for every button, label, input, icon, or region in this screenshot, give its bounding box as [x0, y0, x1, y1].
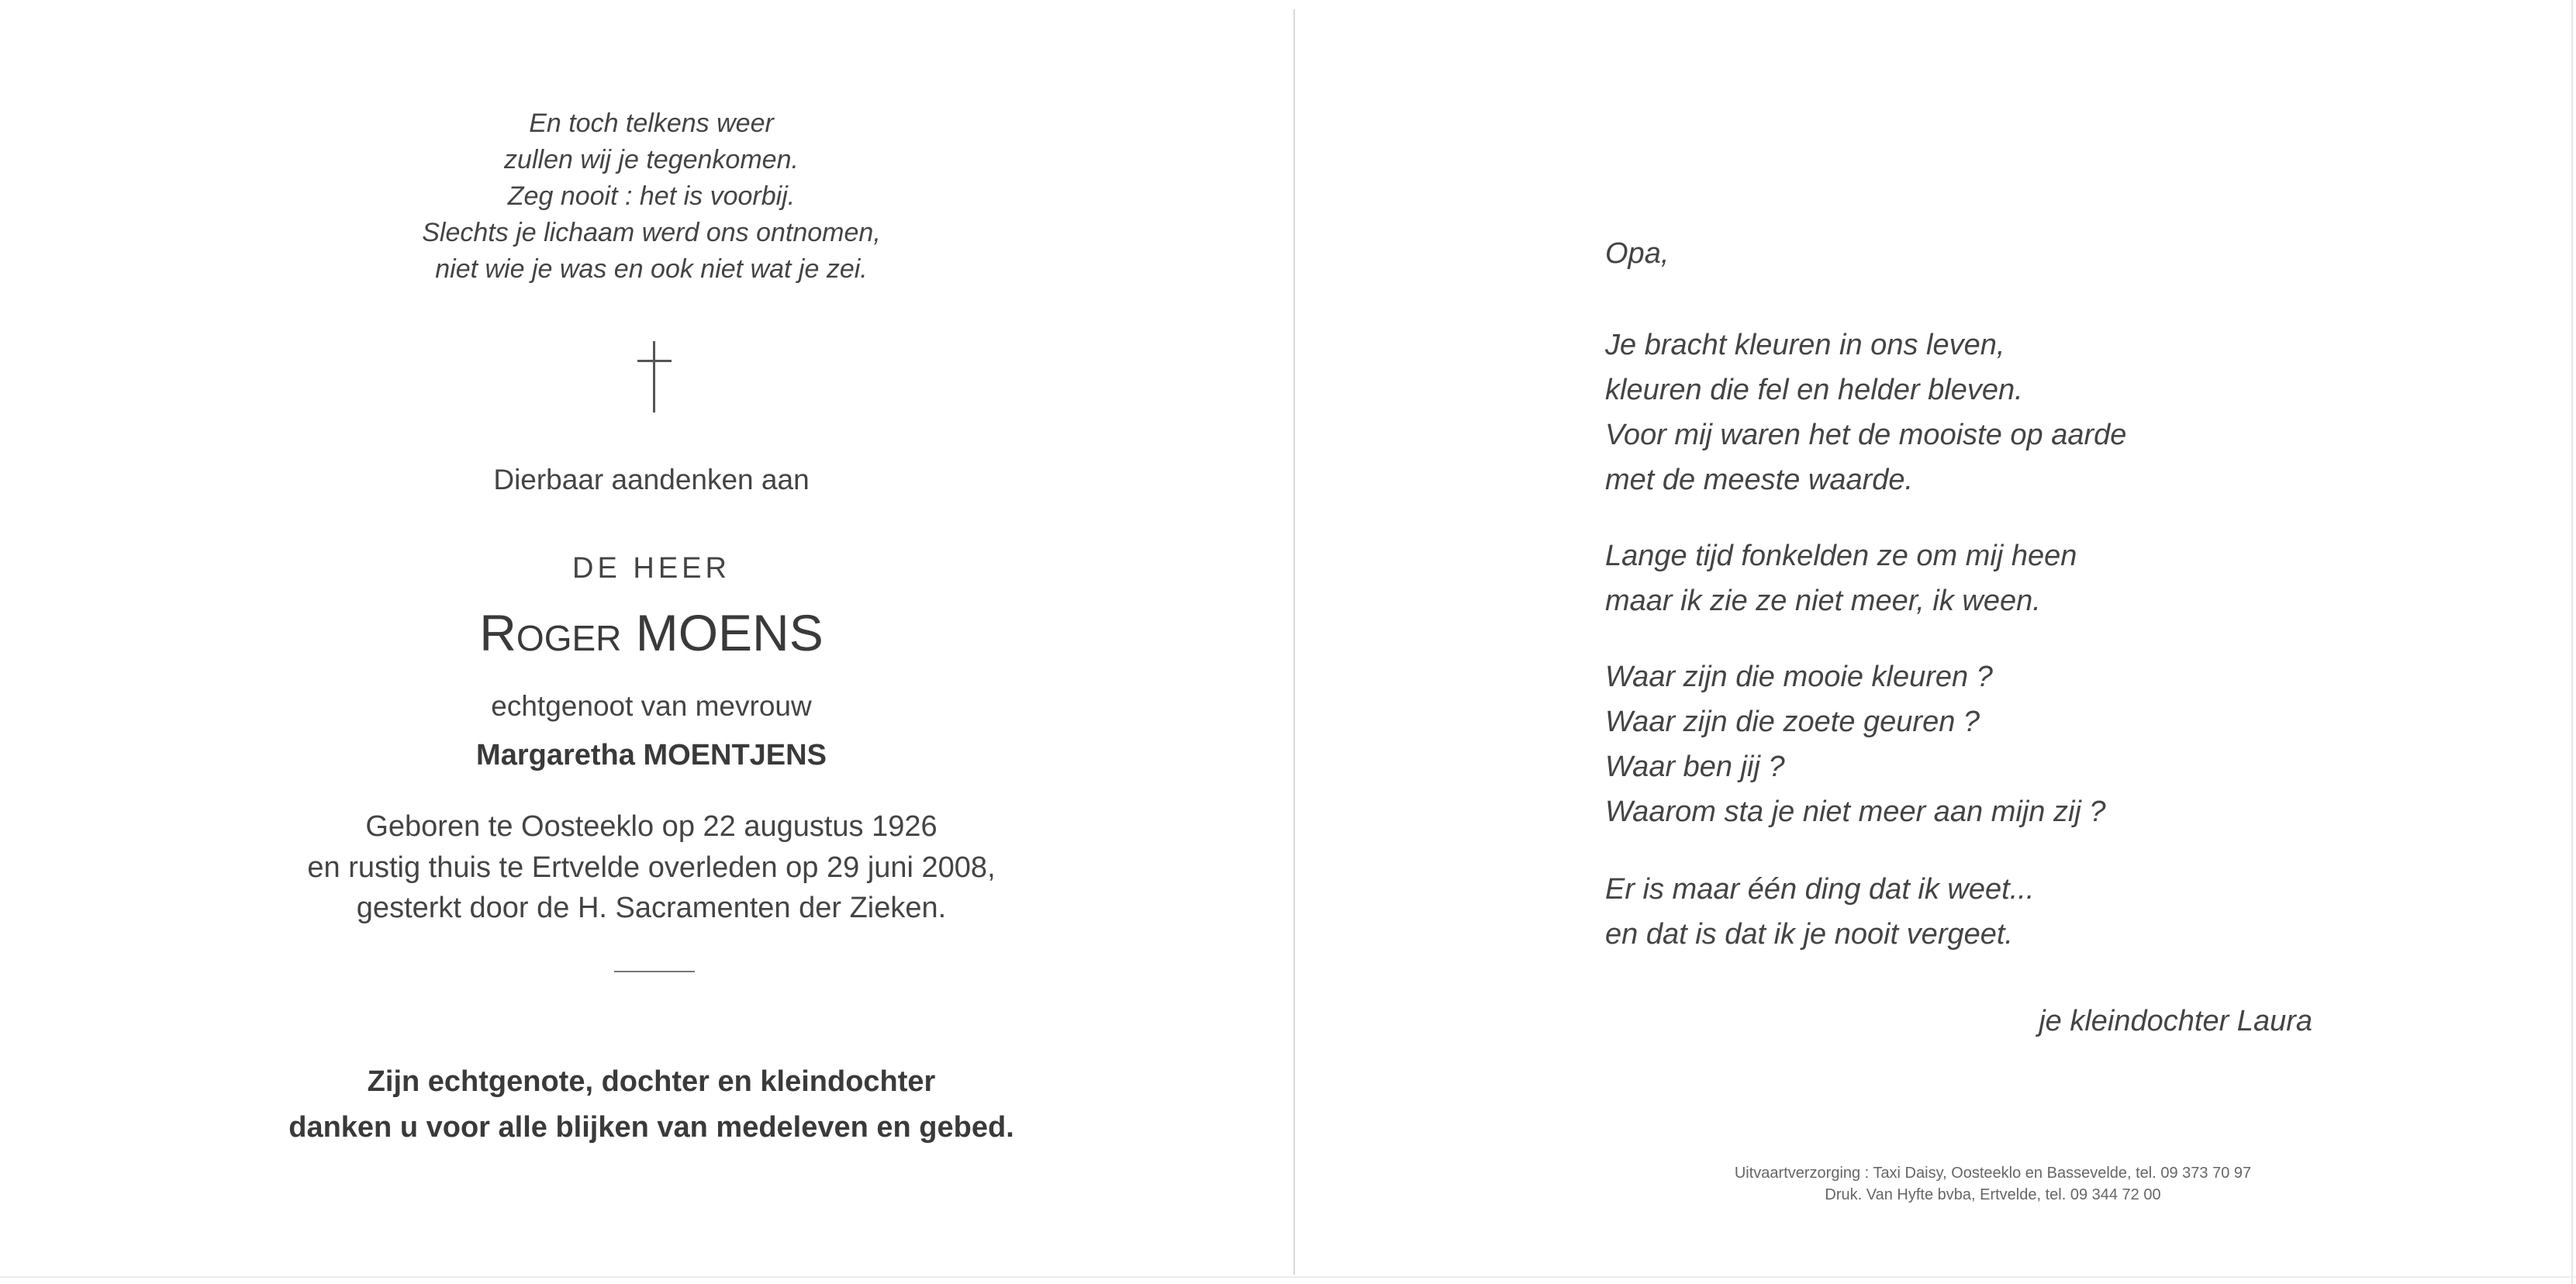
- thanks-line: danken u voor alle blijken van medeleven en gebed.: [288, 1111, 1014, 1144]
- poem-line: Voor mij waren het de mooiste op aarde: [1605, 419, 2127, 451]
- poem-line: Slechts je lichaam werd ons ontnomen,: [422, 218, 881, 247]
- poem-line: maar ik zie ze niet meer, ik ween.: [1605, 585, 2041, 617]
- bio-line: en rustig thuis te Ertvelde overleden op 29 juni 2008,: [307, 851, 996, 884]
- poem-line: En toch telkens weer: [529, 109, 774, 138]
- card-right-edge: [2571, 0, 2573, 1284]
- spouse-label: echtgenoot van mevrouw: [491, 690, 812, 722]
- poem-line: met de meeste waarde.: [1605, 464, 1914, 496]
- poem-line: Zeg nooit : het is voorbij.: [507, 181, 796, 211]
- poem-line: Lange tijd fonkelden ze om mij heen: [1605, 540, 2077, 572]
- poem-line: en dat is dat ik je nooit vergeet.: [1605, 918, 2013, 951]
- spouse-name: Margaretha MOENTJENS: [476, 739, 827, 771]
- cross-icon: [637, 341, 672, 412]
- poem-line: zullen wij je tegenkomen.: [504, 145, 799, 174]
- divider-line: [614, 971, 695, 972]
- footer-line: Uitvaartverzorging : Taxi Daisy, Oosteeklo en Bassevelde, tel. 09 373 70 97: [1734, 1165, 2252, 1182]
- first-name: Roger: [479, 604, 622, 661]
- poem-line: Waar zijn die zoete geuren ?: [1605, 706, 1980, 738]
- dedication-text: Dierbaar aandenken aan: [493, 464, 810, 495]
- poem-signature: je kleindochter Laura: [2039, 1005, 2312, 1037]
- bio-line: Geboren te Oosteeklo op 22 augustus 1926: [365, 810, 938, 843]
- poem-greeting: Opa,: [1605, 237, 1670, 270]
- honorific: DE HEER: [572, 552, 730, 585]
- last-name: MOENS: [635, 604, 824, 661]
- deceased-name: [0, 603, 1303, 662]
- poem-line: niet wie je was en ook niet wat je zei.: [435, 254, 868, 284]
- bio-line: gesterkt door de H. Sacramenten der Zieken.: [356, 892, 947, 924]
- poem-line: Waarom sta je niet meer aan mijn zij ?: [1605, 796, 2106, 828]
- right-panel: [1295, 0, 2571, 1284]
- footer-line: Druk. Van Hyfte bvba, Ertvelde, tel. 09 344 72 00: [1825, 1186, 2161, 1203]
- poem-line: Waar zijn die mooie kleuren ?: [1605, 661, 1993, 693]
- thanks-line: Zijn echtgenote, dochter en kleindochter: [367, 1065, 936, 1098]
- poem-line: Waar ben jij ?: [1605, 751, 1785, 783]
- poem-line: Er is maar één ding dat ik weet...: [1605, 873, 2035, 906]
- poem-line: Je bracht kleuren in ons leven,: [1605, 329, 2005, 361]
- poem-line: kleuren die fel en helder bleven.: [1605, 374, 2023, 406]
